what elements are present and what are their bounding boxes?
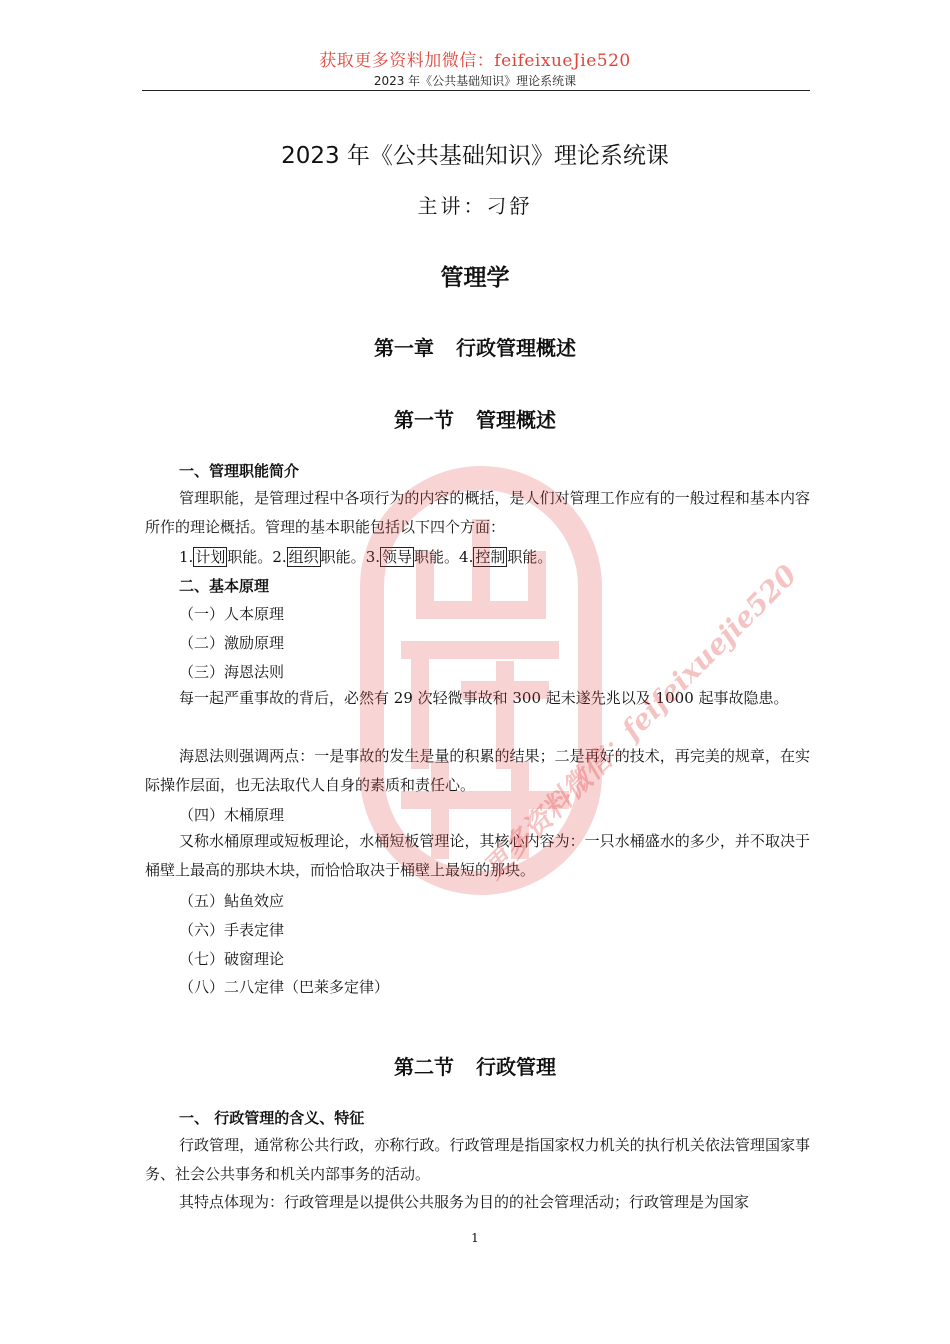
chapter-number: 第一章 (374, 336, 434, 360)
header-rule (142, 90, 810, 91)
function-number: 2. (272, 548, 287, 566)
promo-banner: 获取更多资料加微信：feifeixueJie520 (319, 51, 631, 71)
section-number: 第二节 (394, 1055, 454, 1079)
chapter-heading (0, 332, 950, 361)
functions-list (179, 546, 552, 567)
watermark-prefix: 更多资料微信： (476, 723, 639, 885)
subheading-management-functions: 一、管理职能简介 (179, 462, 300, 480)
function-planning-box: 计划 (195, 548, 226, 566)
function-suffix: 职能。 (414, 548, 460, 566)
function-number: 1. (179, 548, 194, 566)
section-name: 管理概述 (476, 408, 556, 432)
list-item: （五）鲇鱼效应 (179, 892, 285, 910)
watermark-id: feifeixuejie520 (615, 558, 804, 747)
subject-heading: 管理学 (440, 265, 510, 291)
paragraph-barrel-principle: 又称水桶原理或短板理论，水桶短板管理论，其核心内容为：一只水桶盛水的多少，并不取决于桶壁上最高的那块木块，而恰恰取决于桶壁上最短的那块。 (145, 832, 810, 879)
paragraph-admin-definition: 行政管理，通常称公共行政，亦称行政。行政管理是指国家权力机关的执行机关依法管理国家事务、社会公共事务和机关内部事务的活动。 (145, 1136, 810, 1183)
paragraph-heinrich-1: 每一起严重事故的背后，必然有 29 次轻微事故和 300 起未遂先兆以及 1000 起事故隐患。 (179, 689, 789, 707)
function-organizing-box: 组织 (288, 548, 319, 566)
list-item: （三）海恩法则 (179, 663, 285, 681)
function-suffix: 职能。 (227, 548, 273, 566)
running-header: 2023 年《公共基础知识》理论系统课 (373, 74, 577, 88)
function-suffix: 职能。 (320, 548, 366, 566)
function-controlling-box: 控制 (475, 548, 506, 566)
list-item: （一）人本原理 (179, 605, 285, 623)
list-item: （七）破窗理论 (179, 950, 285, 968)
function-leading-box: 领导 (382, 548, 413, 566)
subheading-basic-principles: 二、基本原理 (179, 577, 270, 595)
paragraph-heinrich-2: 海恩法则强调两点：一是事故的发生是量的积累的结果；二是再好的技术，再完美的规章，在实际操作层面，也无法取代人自身的素质和责任心。 (145, 747, 810, 794)
paragraph-management-functions: 管理职能，是管理过程中各项行为的内容的概括，是人们对管理工作应有的一般过程和基本内容所作的理论概括。管理的基本职能包括以下四个方面： (145, 489, 810, 536)
list-item: （六）手表定律 (179, 921, 285, 939)
lecturer-line: 主讲：刁舒 (417, 194, 533, 218)
section-number: 第一节 (394, 408, 454, 432)
section-name: 行政管理 (476, 1055, 556, 1079)
function-suffix: 职能。 (507, 548, 553, 566)
list-item: （二）激励原理 (179, 634, 285, 652)
page-number: 1 (471, 1231, 479, 1245)
list-item: （八）二八定律（巴莱多定律） (179, 978, 390, 996)
chapter-name: 行政管理概述 (456, 336, 576, 360)
subheading-admin-definition: 一、 行政管理的含义、特征 (179, 1109, 365, 1127)
paragraph-admin-features: 其特点体现为：行政管理是以提供公共服务为目的的社会管理活动；行政管理是为国家 (179, 1193, 750, 1211)
document-title: 2023 年《公共基础知识》理论系统课 (281, 143, 669, 169)
section-heading-2 (0, 1051, 950, 1080)
function-number: 4. (459, 548, 474, 566)
list-item: （四）木桶原理 (179, 806, 285, 824)
section-heading-1 (0, 404, 950, 433)
function-number: 3. (365, 548, 380, 566)
